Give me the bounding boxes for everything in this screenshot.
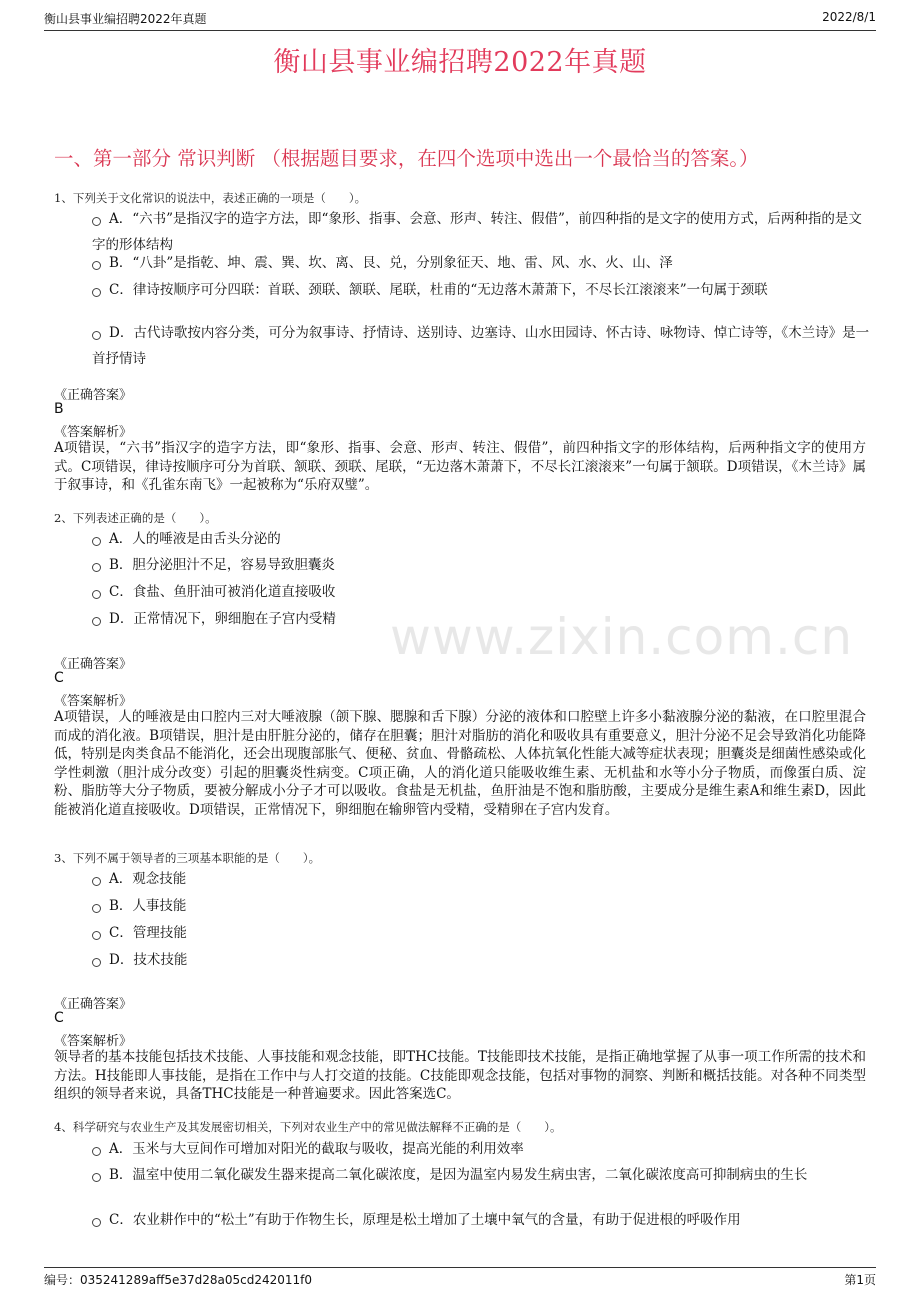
radio-button-icon[interactable] — [92, 1147, 101, 1156]
radio-button-icon[interactable] — [92, 217, 101, 226]
radio-button-icon[interactable] — [92, 958, 101, 967]
analysis-label: 《答案解析》 — [54, 1034, 133, 1049]
radio-button-icon[interactable] — [92, 877, 101, 886]
q3-analysis: 领导者的基本技能包括技术技能、人事技能和观念技能，即THC技能。T技能即技术技能，是指正确地掌握了从事一项工作所需的技术和方法。H技能即人事技能，是指在工作中与人打交道的技能。C技能即观念技能，包括对事物的洞察、判断和概括技能。对各种不同类型组织的领导者来说，具备THC技能是一种普遍要求。因此答案选C。 — [54, 1049, 866, 1102]
radio-button-icon[interactable] — [92, 931, 101, 940]
q1-analysis: A项错误，“六书”指汉字的造字方法，即“象形、指事、会意、形声、转注、假借”，前四种指文字的形体结构，后两种指文字的使用方式。C项错误，律诗按顺序可分为首联、颔联、颈联、尾联，“无边落木萧萧下，不尽长江滚滚来”一句属于颔联。D项错误，《木兰诗》属于叙事诗，和《孔雀东南飞》一起被称为“乐府双璧”。 — [54, 440, 866, 493]
section-heading: 一、第一部分 常识判断 （根据题目要求，在四个选项中选出一个最恰当的答案。） — [54, 147, 759, 170]
q1-option-b[interactable]: B．“八卦”是指乾、坤、震、巽、坎、离、艮、兑，分别象征天、地、雷、风、水、火、山、泽 — [92, 250, 872, 276]
q3-option-c[interactable]: C．管理技能 — [92, 920, 872, 946]
q2-analysis: A项错误，人的唾液是由口腔内三对大唾液腺（颌下腺、腮腺和舌下腺）分泌的液体和口腔壁上许多小黏液腺分泌的黏液，在口腔里混合而成的消化液。B项错误，胆汁是由肝脏分泌的，储存在胆囊；胆汁对脂肪的消化和吸收具有重要意义，胆汁分泌不足会导致消化功能降低，特别是肉类食品不能消化，还会出现腹部胀气、便秘、贫血、骨骼疏松、人体抗氧化性能大减等症状表现；胆囊炎是细菌性感染或化学性刺激（胆汁成分改变）引起的胆囊炎性病变。C项正确，人的消化道只能吸收维生素、无机盐和水等小分子物质，而像蛋白质、淀粉、脂肪等大分子物质，要被分解成小分子才可以吸收。食盐是无机盐，鱼肝油是不饱和脂肪酸，主要成分是维生素A和维生素D，因此能被消化道直接吸收。D项错误，正常情况下，卵细胞在输卵管内受精，受精卵在子宫内发育。 — [54, 709, 866, 818]
page-title: 衡山县事业编招聘2022年真题 — [273, 47, 647, 78]
page-header — [44, 6, 876, 31]
q4-option-b[interactable]: B．温室中使用二氧化碳发生器来提高二氧化碳浓度，是因为温室内易发生病虫害，二氧化碳浓度高可抑制病虫的生长 — [92, 1162, 872, 1188]
radio-button-icon[interactable] — [92, 537, 101, 546]
question-3-stem: 3、下列不属于领导者的三项基本职能的是（ ）。 — [54, 851, 321, 865]
q4-option-a[interactable]: A．玉米与大豆间作可增加对阳光的截取与吸收，提高光能的利用效率 — [92, 1136, 872, 1162]
question-4-stem: 4、科学研究与农业生产及其发展密切相关，下列对农业生产中的常见做法解释不正确的是（ ）。 — [54, 1120, 562, 1134]
correct-answer-label: 《正确答案》 — [54, 388, 133, 403]
q2-answer: C — [54, 670, 64, 686]
analysis-label: 《答案解析》 — [54, 425, 133, 440]
q3-answer: C — [54, 1010, 64, 1026]
q1-option-d[interactable]: D．古代诗歌按内容分类，可分为叙事诗、抒情诗、送别诗、边塞诗、山水田园诗、怀古诗、咏物诗、悼亡诗等，《木兰诗》是一首抒情诗 — [92, 325, 870, 367]
radio-button-icon[interactable] — [92, 261, 101, 270]
radio-button-icon[interactable] — [92, 1218, 101, 1227]
q2-option-b[interactable]: B．胆分泌胆汁不足，容易导致胆囊炎 — [92, 552, 872, 578]
q3-option-b[interactable]: B．人事技能 — [92, 893, 872, 919]
page-number: 第1页 — [844, 1273, 876, 1287]
radio-button-icon[interactable] — [92, 617, 101, 626]
q3-option-d[interactable]: D．技术技能 — [92, 947, 872, 973]
radio-button-icon[interactable] — [92, 563, 101, 572]
q2-option-c[interactable]: C．食盐、鱼肝油可被消化道直接吸收 — [92, 579, 872, 605]
correct-answer-label: 《正确答案》 — [54, 657, 133, 672]
analysis-label: 《答案解析》 — [54, 694, 133, 709]
question-1-stem: 1、下列关于文化常识的说法中，表述正确的一项是（ ）。 — [54, 191, 367, 205]
q1-option-a[interactable]: A．“六书”是指汉字的造字方法，即“象形、指事、会意、形声、转注、假借”，前四种指的是文字的使用方式，后两种指的是文字的形体结构 — [92, 211, 862, 253]
radio-button-icon[interactable] — [92, 904, 101, 913]
q3-option-a[interactable]: A．观念技能 — [92, 866, 872, 892]
question-2-stem: 2、下列表述正确的是（ ）。 — [54, 511, 217, 525]
q2-option-a[interactable]: A．人的唾液是由舌头分泌的 — [92, 526, 872, 552]
radio-button-icon[interactable] — [92, 288, 101, 297]
correct-answer-label: 《正确答案》 — [54, 997, 133, 1012]
radio-button-icon[interactable] — [92, 1173, 101, 1182]
radio-button-icon[interactable] — [92, 590, 101, 599]
q2-option-d[interactable]: D．正常情况下，卵细胞在子宫内受精 — [92, 606, 872, 632]
q1-option-c[interactable]: C．律诗按顺序可分四联：首联、颈联、颔联、尾联，杜甫的“无边落木萧萧下，不尽长江滚滚来”一句属于颈联 — [92, 277, 872, 303]
radio-button-icon[interactable] — [92, 331, 101, 340]
document-id: 编号：035241289aff5e37d28a05cd242011f0 — [44, 1273, 313, 1287]
page-footer — [44, 1267, 876, 1287]
q4-option-c[interactable]: C．农业耕作中的“松土”有助于作物生长，原理是松土增加了土壤中氧气的含量，有助于促进根的呼吸作用 — [92, 1207, 872, 1233]
header-date: 2022/8/1 — [822, 10, 876, 24]
header-doc-title: 衡山县事业编招聘2022年真题 — [44, 12, 207, 26]
watermark: www.zixin.com.cn — [390, 608, 854, 666]
q1-answer: B — [54, 401, 64, 417]
